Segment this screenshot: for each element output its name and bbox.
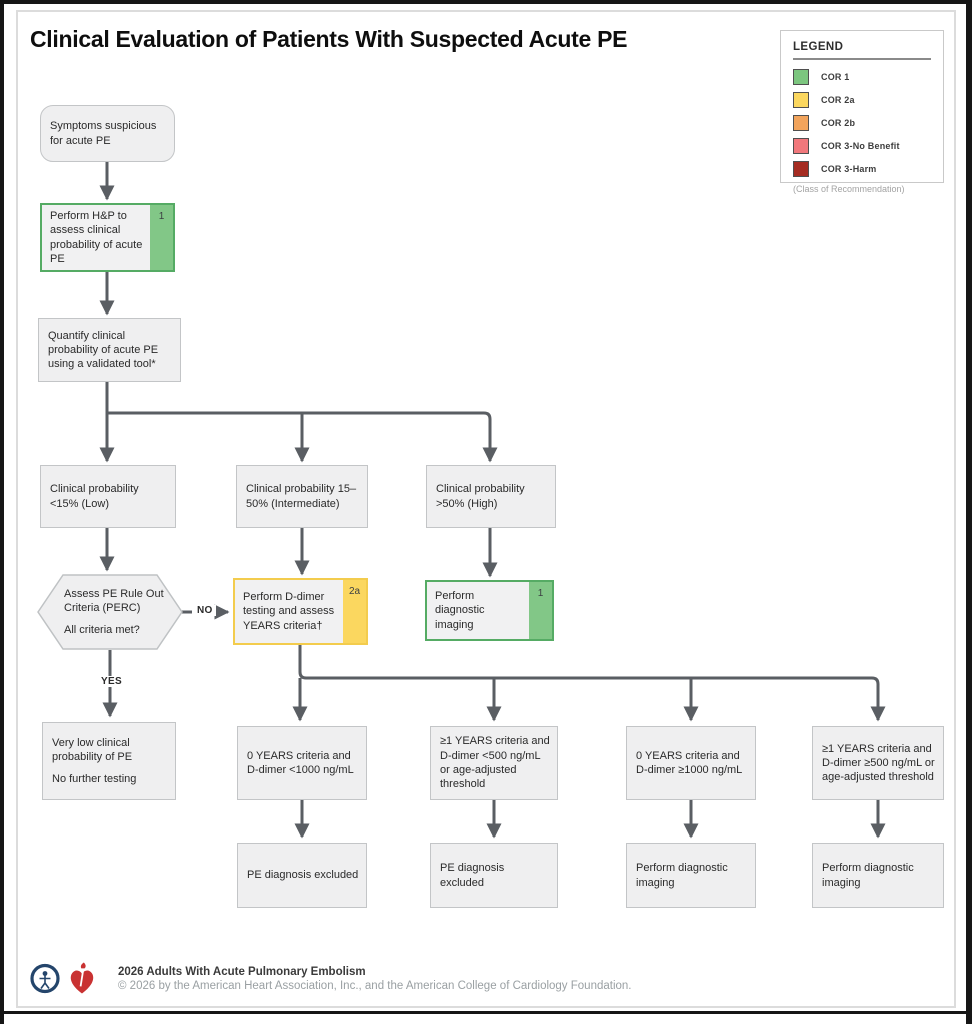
node-text: No further testing — [52, 772, 137, 785]
node-diagnostic-imaging — [425, 580, 554, 641]
acc-logo-icon — [30, 963, 60, 994]
node-text: 0 YEARS criteria and D-dimer ≥1000 ng/mL — [636, 749, 743, 776]
node-text: ≥1 YEARS criteria and D-dimer ≥500 ng/mL or age-adjusted threshold — [822, 742, 935, 784]
node-text: PE diagnosis excluded — [440, 862, 505, 889]
cor3-harm-swatch-icon — [793, 161, 809, 177]
legend-item — [793, 138, 931, 154]
legend-divider — [793, 58, 931, 60]
node-perform-hp — [40, 203, 175, 272]
label-no: NO — [194, 605, 216, 616]
node-text: Quantify clinical probability of acute PE using a validated tool* — [48, 329, 159, 371]
node-prob-low — [40, 465, 176, 528]
footer-title: 2026 Adults With Acute Pulmonary Embolism — [118, 965, 366, 978]
node-text: Perform diagnostic imaging — [636, 862, 728, 889]
node-text: Clinical probability 15–50% (Intermediate) — [246, 483, 357, 510]
node-result-pe-excluded-1 — [237, 843, 367, 908]
legend-item — [793, 92, 931, 108]
node-outcome-zero-years-high-ddimer — [626, 726, 756, 800]
legend-box — [780, 30, 944, 194]
cor3-nobenefit-swatch-icon — [793, 138, 809, 154]
cor-badge: 1 — [529, 582, 552, 639]
node-perc-hexagon — [37, 574, 183, 650]
node-text: Clinical probability >50% (High) — [436, 483, 525, 510]
legend-title: LEGEND — [793, 41, 844, 53]
node-result-pe-excluded-2 — [430, 843, 558, 908]
cor-badge: 2a — [343, 580, 366, 643]
legend-label: COR 2b — [821, 118, 856, 128]
node-text: Perform H&P to assess clinical probability of acute PE — [50, 209, 143, 265]
node-outcome-years-high-ddimer — [812, 726, 944, 800]
node-prob-high — [426, 465, 556, 528]
legend-label: COR 2a — [821, 95, 855, 105]
legend-item — [793, 161, 931, 177]
node-text: Perform D-dimer testing and assess YEARS criteria† — [243, 591, 335, 632]
node-text: 0 YEARS criteria and D-dimer <1000 ng/mL — [247, 749, 354, 776]
node-text: Assess PE Rule Out Criteria (PERC) — [64, 588, 164, 615]
page-frame-bottom — [0, 1011, 972, 1014]
legend-note: (Class of Recommendation) — [793, 184, 905, 194]
aha-heart-icon — [67, 962, 97, 995]
legend-item — [793, 69, 931, 85]
node-text: All criteria met? — [64, 623, 140, 636]
node-text: Clinical probability <15% (Low) — [50, 483, 139, 510]
node-text: PE diagnosis excluded — [247, 869, 359, 882]
node-result-imaging-1 — [626, 843, 756, 908]
node-outcome-zero-years-low-ddimer — [237, 726, 367, 800]
legend-label: COR 1 — [821, 72, 850, 82]
node-symptoms — [40, 105, 175, 162]
footer-copyright: © 2026 by the American Heart Association, Inc., and the American College of Cardiology Foundation. — [118, 979, 632, 992]
node-result-imaging-2 — [812, 843, 944, 908]
node-text: Perform diagnostic imaging — [435, 590, 485, 631]
node-ddimer-years — [233, 578, 368, 645]
cor2b-swatch-icon — [793, 115, 809, 131]
legend-label: COR 3-No Benefit — [821, 141, 900, 151]
node-text: Symptoms suspicious for acute PE — [50, 120, 157, 147]
node-text: Very low clinical probability of PE — [52, 737, 133, 764]
legend-item — [793, 115, 931, 131]
page-title: Clinical Evaluation of Patients With Suspected Acute PE — [30, 26, 628, 52]
cor-badge: 1 — [150, 205, 173, 270]
node-quantify — [38, 318, 181, 382]
node-outcome-years-low-ddimer — [430, 726, 558, 800]
cor2a-swatch-icon — [793, 92, 809, 108]
node-prob-intermediate — [236, 465, 368, 528]
legend-label: COR 3-Harm — [821, 164, 877, 174]
node-very-low-probability — [42, 722, 176, 800]
node-text: Perform diagnostic imaging — [822, 862, 914, 889]
cor1-swatch-icon — [793, 69, 809, 85]
footer — [30, 962, 632, 995]
label-yes: YES — [98, 676, 125, 687]
node-text: ≥1 YEARS criteria and D-dimer <500 ng/mL or age-adjusted threshold — [440, 735, 550, 791]
